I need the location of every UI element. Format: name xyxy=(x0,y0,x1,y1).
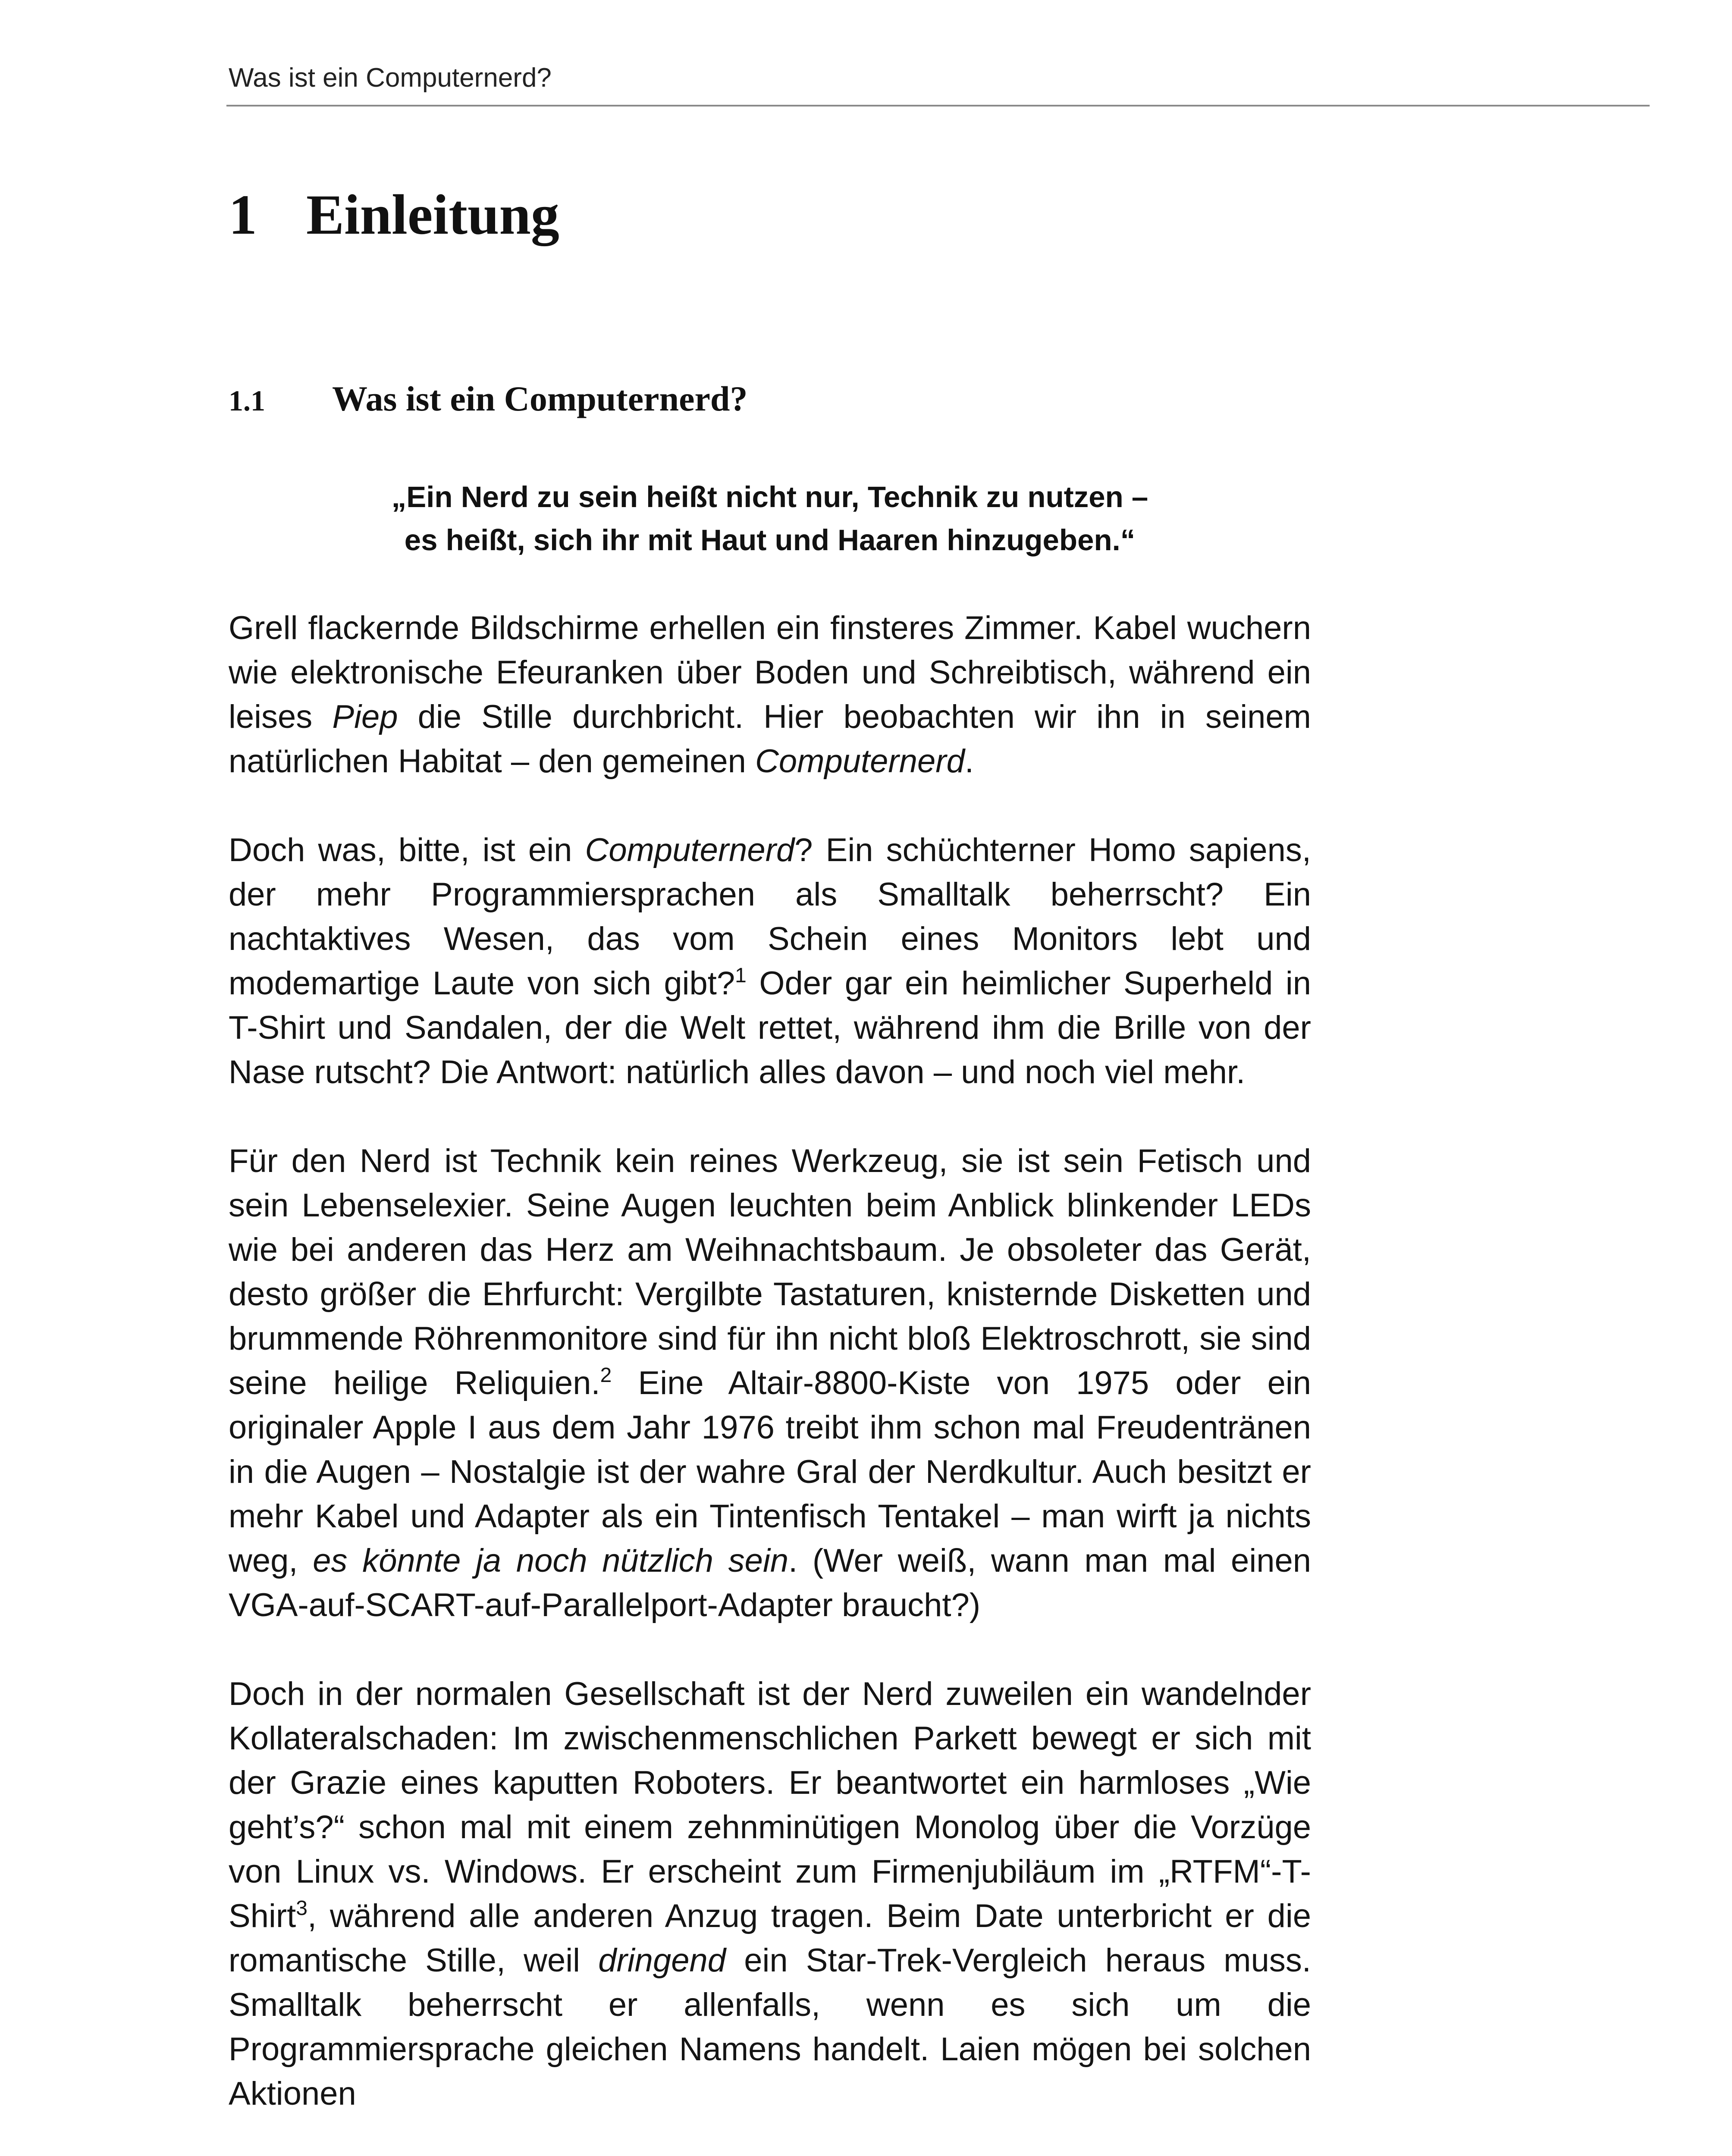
paragraph-text: ein Star-Trek-Vergleich heraus muss. Smalltalk beherrscht er allenfalls, wenn es sich um die Programmiersprache gleichen Namens handelt. Laien mögen bei solchen Aktionen xyxy=(229,1942,1311,2112)
footnote-marker[interactable]: 2 xyxy=(600,1364,612,1387)
paragraph-text: Grell flackernde Bildschirme erhellen ein finsteres Zimmer. Kabel wuchern wie elektronische Efeuranken über Boden und Schreibtisch, während ein leises xyxy=(229,610,1311,735)
emphasis-text: dringend xyxy=(598,1942,726,1979)
paragraph-text: Doch in der normalen Gesellschaft ist der Nerd zuweilen ein wandelnder Kollateralschaden: Im zwischenmenschlichen Parkett bewegt er sich mit der Grazie eines kaputten Roboters. Er beantwortet ein harmloses „Wie geht’s?“ schon mal mit einem zehnminütigen Monolog über die Vorzüge von Linux vs. Windows. Er erscheint zum Firmenjubiläum im „RTFM“-T-Shirt xyxy=(229,1676,1311,1934)
emphasis-text: es könnte ja noch nützlich sein xyxy=(313,1542,789,1579)
emphasis-text: Computernerd xyxy=(585,832,795,868)
paragraph-text: Eine Altair-8800-Kiste von 1975 oder ein originaler Apple I aus dem Jahr 1976 treibt ihm schon mal Freudentränen in die Augen – Nostalgie ist der wahre Gral der Nerdkultur. Auch besitzt er mehr Kabel und Adapter als ein Tintenfisch Tentakel – man wirft ja nichts weg, xyxy=(229,1365,1312,1579)
body-text xyxy=(229,606,1311,2116)
paragraph-text: ? Ein schüchterner Homo sapiens, der mehr Programmiersprachen als Smalltalk beherrscht? Ein nachtaktives Wesen, das vom Schein eines Monitors lebt und modemartige Laute von sich gibt? xyxy=(229,832,1311,1002)
footnote-marker[interactable]: 3 xyxy=(296,1897,307,1920)
emphasis-text: Computernerd xyxy=(755,743,965,780)
paragraph-text: , während alle anderen Anzug tragen. Beim Date unterbricht er die romantische Stille, weil xyxy=(229,1898,1311,1979)
running-header: Was ist ein Computernerd? xyxy=(229,63,552,93)
paragraph-text: Oder gar ein heimlicher Superheld in T-Shirt und Sandalen, der die Welt rettet, während ihm die Brille von der Nase rutscht? Die Antwort: natürlich alles davon – und noch viel mehr. xyxy=(229,965,1311,1091)
paragraph-4 xyxy=(229,1672,1311,2116)
paragraph-1 xyxy=(229,606,1311,783)
epigraph-line-2: es heißt, sich ihr mit Haut und Haaren hinzugeben.“ xyxy=(404,523,1136,557)
chapter-title xyxy=(229,183,559,246)
epigraph-line-1: „Ein Nerd zu sein heißt nicht nur, Technik zu nutzen – xyxy=(391,480,1148,514)
footnote-marker[interactable]: 1 xyxy=(735,964,747,987)
section-title xyxy=(229,379,748,418)
paragraph-3 xyxy=(229,1139,1311,1627)
section-number: 1.1 xyxy=(229,384,265,417)
paragraph-2 xyxy=(229,828,1311,1094)
paragraph-text: . xyxy=(964,743,974,780)
epigraph-quote xyxy=(229,476,1311,562)
emphasis-text: Piep xyxy=(332,699,398,735)
chapter-number: 1 xyxy=(229,183,257,246)
paragraph-text: Für den Nerd ist Technik kein reines Werkzeug, sie ist sein Fetisch und sein Lebenselexier. Seine Augen leuchten beim Anblick blinkender LEDs wie bei anderen das Herz am Weihnachtsbaum. Je obsoleter das Gerät, desto größer die Ehrfurcht: Vergilbte Tastaturen, knisternde Disketten und brummende Röhrenmonitore sind für ihn nicht bloß Elektroschrott, sie sind seine heilige Reliquien. xyxy=(229,1143,1311,1401)
paragraph-text: Doch was, bitte, ist ein xyxy=(229,832,585,868)
header-rule xyxy=(226,105,1650,107)
section-title-text: Was ist ein Computernerd? xyxy=(332,379,748,418)
paragraph-text: die Stille durchbricht. Hier beobachten wir ihn in seinem natürlichen Habitat – den gemeinen xyxy=(229,699,1311,780)
paragraph-text: . (Wer weiß, wann man mal einen VGA-auf-SCART-auf-Parallelport-Adapter braucht?) xyxy=(229,1542,1312,1623)
chapter-title-text: Einleitung xyxy=(306,183,559,246)
